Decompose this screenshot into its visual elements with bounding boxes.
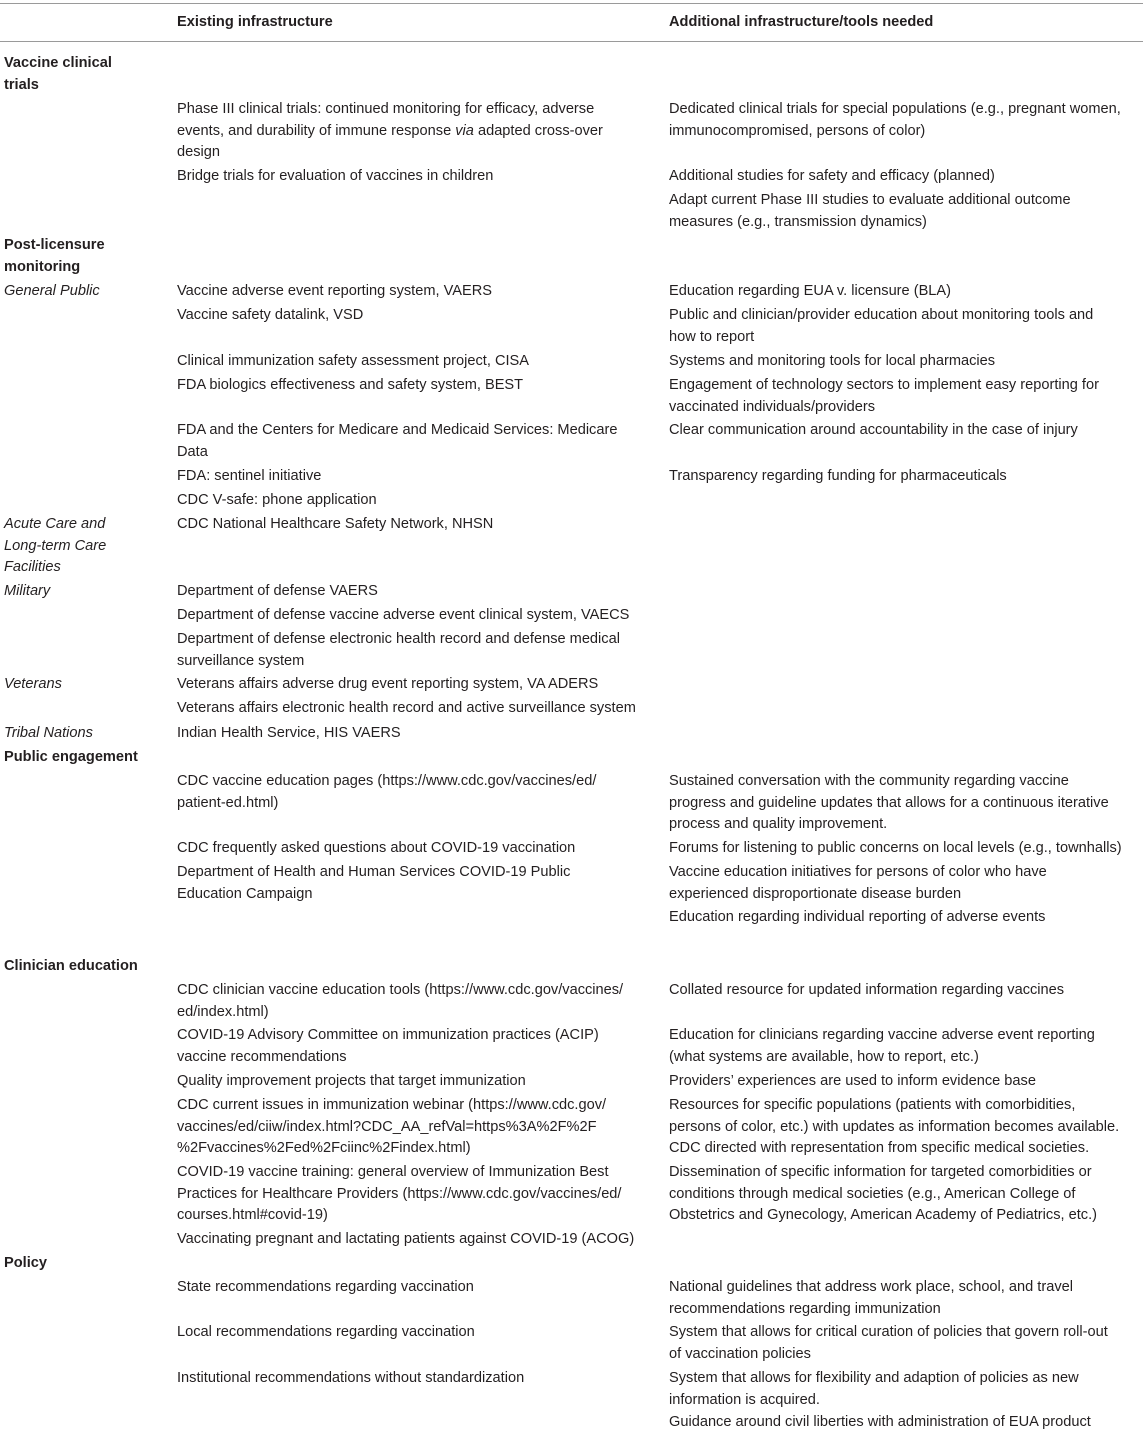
existing-vaccine-training: COVID-19 vaccine training: general overview of Immunization Best Practices for Healthcare Providers (https://www.cdc.gov/vaccines/ed/ courses.html#covid-19) — [177, 1164, 622, 1224]
section-public-engagement: Public engagement — [4, 749, 138, 765]
section-clinician-education: Clinician education — [4, 958, 138, 974]
needed-adapt-phase3: Adapt current Phase III studies to evaluate additional outcome measures (e.g., transmission dynamics) — [669, 192, 1071, 230]
existing-vsafe: CDC V-safe: phone application — [177, 492, 377, 508]
needed-funding-transparency: Transparency regarding funding for pharmaceuticals — [669, 468, 1007, 484]
needed-provider-experiences: Providers’ experiences are used to inform evidence base — [669, 1073, 1036, 1089]
existing-hhs-campaign: Department of Health and Human Services COVID-19 Public Education Campaign — [177, 864, 571, 902]
existing-cisa: Clinical immunization safety assessment project, CISA — [177, 353, 530, 369]
group-tribal-nations: Tribal Nations — [4, 725, 93, 741]
table-top-rule — [0, 3, 1143, 4]
needed-civil-liberties-guidance: Guidance around civil liberties with administration of EUA product — [669, 1414, 1091, 1430]
existing-cdc-webinar: CDC current issues in immunization webinar (https://www.cdc.gov/ vaccines/ed/ciiw/index.html?CDC_AA_refVal=https%3A%2F%2F %2Fvaccines%2Fed%2Fciinc%2Findex.html) — [177, 1097, 607, 1157]
existing-medicare-data: FDA and the Centers for Medicare and Medicaid Services: Medicare Data — [177, 422, 618, 460]
section-vaccine-clinical-trials: Vaccine clinical trials — [4, 55, 112, 93]
needed-pharmacy-tools: Systems and monitoring tools for local pharmacies — [669, 353, 996, 369]
group-veterans: Veterans — [4, 676, 62, 692]
header-additional: Additional infrastructure/tools needed — [669, 14, 934, 30]
needed-collated-resource: Collated resource for updated information regarding vaccines — [669, 982, 1065, 998]
existing-local-recommendations: Local recommendations regarding vaccination — [177, 1324, 475, 1340]
existing-clinician-tools: CDC clinician vaccine education tools (https://www.cdc.gov/vaccines/ ed/index.html) — [177, 982, 624, 1020]
needed-safety-studies: Additional studies for safety and efficacy (planned) — [669, 168, 995, 184]
existing-bridge-trials: Bridge trials for evaluation of vaccines in children — [177, 168, 494, 184]
needed-policy-flexibility: System that allows for flexibility and adaption of policies as new information is acquired. — [669, 1370, 1079, 1408]
existing-va-aders: Veterans affairs adverse drug event reporting system, VA ADERS — [177, 676, 599, 692]
needed-accountability-communication: Clear communication around accountability in the case of injury — [669, 422, 1078, 438]
needed-national-guidelines: National guidelines that address work place, school, and travel recommendations regarding immunization — [669, 1279, 1073, 1317]
existing-quality-improvement: Quality improvement projects that target immunization — [177, 1073, 526, 1089]
needed-technology-engagement: Engagement of technology sectors to implement easy reporting for vaccinated individuals/providers — [669, 377, 1099, 415]
existing-acog: Vaccinating pregnant and lactating patients against COVID-19 (ACOG) — [177, 1231, 635, 1247]
needed-monitoring-education: Public and clinician/provider education about monitoring tools and how to report — [669, 307, 1094, 345]
needed-dissemination: Dissemination of specific information for targeted comorbidities or conditions through medical societies (e.g., American College of Obstetrics and Gynecology, American Academy of Pediatrics, etc.) — [669, 1164, 1097, 1224]
needed-clinician-reporting-education: Education for clinicians regarding vaccine adverse event reporting (what systems are available, how to report, etc.) — [669, 1027, 1095, 1065]
needed-adverse-event-reporting-education: Education regarding individual reporting of adverse events — [669, 909, 1046, 925]
existing-vaers: Vaccine adverse event reporting system, VAERS — [177, 283, 492, 299]
group-acute-care: Acute Care and Long-term Care Facilities — [4, 516, 107, 576]
existing-dod-vaers: Department of defense VAERS — [177, 583, 378, 599]
existing-dod-ehr: Department of defense electronic health record and defense medical surveillance system — [177, 631, 620, 669]
header-existing: Existing infrastructure — [177, 14, 333, 30]
existing-sentinel: FDA: sentinel initiative — [177, 468, 322, 484]
header-bottom-rule — [0, 41, 1143, 42]
section-policy: Policy — [4, 1255, 47, 1271]
needed-community-conversation: Sustained conversation with the community regarding vaccine progress and guideline updates that allows for a continuous iterative process and quality improvement. — [669, 773, 1109, 833]
needed-population-resources: Resources for specific populations (patients with comorbidities, persons of color, etc.) with updates as information becomes available. CDC directed with representation from specific medical societies. — [669, 1097, 1120, 1157]
existing-vaecs: Department of defense vaccine adverse event clinical system, VAECS — [177, 607, 630, 623]
existing-phase3-trials: Phase III clinical trials: continued monitoring for efficacy, adverse events, and durability of immune response via adapted cross-over design — [177, 101, 603, 161]
needed-policy-curation: System that allows for critical curation of policies that govern roll-out of vaccination policies — [669, 1324, 1108, 1362]
needed-education-initiatives: Vaccine education initiatives for persons of color who have experienced disproportionate disease burden — [669, 864, 1047, 902]
existing-acip: COVID-19 Advisory Committee on immunization practices (ACIP) vaccine recommendations — [177, 1027, 599, 1065]
existing-best: FDA biologics effectiveness and safety system, BEST — [177, 377, 524, 393]
existing-va-ehr: Veterans affairs electronic health record and active surveillance system — [177, 700, 636, 716]
section-post-licensure-monitoring: Post-licensure monitoring — [4, 237, 105, 275]
existing-cdc-faq: CDC frequently asked questions about COVID-19 vaccination — [177, 840, 576, 856]
existing-institutional-recommendations: Institutional recommendations without standardization — [177, 1370, 525, 1386]
existing-vsd: Vaccine safety datalink, VSD — [177, 307, 364, 323]
needed-special-population-trials: Dedicated clinical trials for special populations (e.g., pregnant women, immunocompromised, persons of color) — [669, 101, 1121, 139]
existing-nhsn: CDC National Healthcare Safety Network, NHSN — [177, 516, 494, 532]
needed-eua-education: Education regarding EUA v. licensure (BLA) — [669, 283, 952, 299]
existing-cdc-education-pages: CDC vaccine education pages (https://www.cdc.gov/vaccines/ed/ patient-ed.html) — [177, 773, 597, 811]
needed-listening-forums: Forums for listening to public concerns on local levels (e.g., townhalls) — [669, 840, 1122, 856]
group-general-public: General Public — [4, 283, 100, 299]
group-military: Military — [4, 583, 51, 599]
existing-his-vaers: Indian Health Service, HIS VAERS — [177, 725, 401, 741]
existing-state-recommendations: State recommendations regarding vaccination — [177, 1279, 474, 1295]
